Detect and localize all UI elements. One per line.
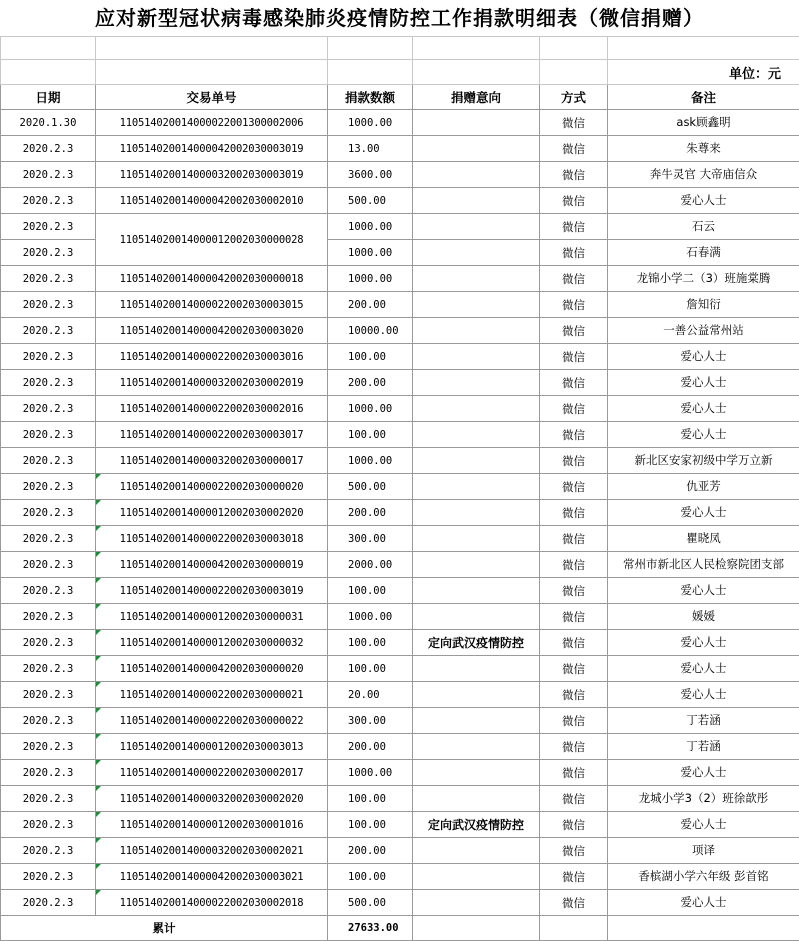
amount-cell: 1000.00	[328, 604, 413, 630]
header-amount: 捐款数额	[328, 85, 413, 110]
date-cell: 2020.2.3	[1, 318, 96, 344]
date-cell: 2020.2.3	[1, 422, 96, 448]
method-cell: 微信	[540, 266, 608, 292]
txn-cell: 110514020014000022002030000021	[96, 682, 328, 708]
method-cell: 微信	[540, 786, 608, 812]
txn-cell: 110514020014000022002030003015	[96, 292, 328, 318]
blank-cell	[96, 60, 328, 85]
table-row	[1, 786, 799, 812]
intent-cell	[413, 136, 540, 162]
intent-cell	[413, 240, 540, 266]
amount-cell: 100.00	[328, 656, 413, 682]
remark-cell: 爱心人士	[608, 656, 799, 682]
amount-cell: 500.00	[328, 474, 413, 500]
date-cell: 2020.2.3	[1, 864, 96, 890]
table-row	[1, 396, 799, 422]
remark-cell: 爱心人士	[608, 890, 799, 916]
txn-cell: 110514020014000042002030000019	[96, 552, 328, 578]
method-cell: 微信	[540, 526, 608, 552]
intent-cell	[413, 344, 540, 370]
amount-cell: 13.00	[328, 136, 413, 162]
date-cell: 2020.2.3	[1, 162, 96, 188]
method-cell: 微信	[540, 110, 608, 136]
intent-cell	[413, 734, 540, 760]
intent-cell	[413, 578, 540, 604]
date-cell: 2020.2.3	[1, 838, 96, 864]
total-amount: 27633.00	[328, 916, 413, 941]
txn-cell: 110514020014000042002030000020	[96, 656, 328, 682]
blank-row	[1, 37, 799, 60]
method-cell: 微信	[540, 344, 608, 370]
table-row	[1, 838, 799, 864]
method-cell: 微信	[540, 864, 608, 890]
date-cell: 2020.2.3	[1, 136, 96, 162]
blank-cell	[608, 916, 799, 941]
blank-cell	[328, 60, 413, 85]
date-cell: 2020.2.3	[1, 344, 96, 370]
method-cell: 微信	[540, 318, 608, 344]
remark-cell: ask顾鑫明	[608, 110, 799, 136]
date-cell: 2020.2.3	[1, 396, 96, 422]
txn-cell: 110514020014000042002030003021	[96, 864, 328, 890]
intent-cell	[413, 110, 540, 136]
remark-cell: 石云	[608, 214, 799, 240]
method-cell: 微信	[540, 214, 608, 240]
txn-cell: 110514020014000012002030002020	[96, 500, 328, 526]
amount-cell: 100.00	[328, 786, 413, 812]
txn-cell: 110514020014000022002030000022	[96, 708, 328, 734]
table-row	[1, 214, 799, 240]
table-row	[1, 578, 799, 604]
intent-cell	[413, 864, 540, 890]
txn-cell: 110514020014000012002030000032	[96, 630, 328, 656]
blank-cell	[328, 37, 413, 60]
txn-cell: 110514020014000012002030000028	[96, 214, 328, 266]
amount-cell: 1000.00	[328, 448, 413, 474]
amount-cell: 100.00	[328, 422, 413, 448]
total-row	[1, 916, 799, 941]
table-row	[1, 890, 799, 916]
txn-cell: 110514020014000012002030001016	[96, 812, 328, 838]
txn-cell: 110514020014000022002030002016	[96, 396, 328, 422]
amount-cell: 1000.00	[328, 240, 413, 266]
date-cell: 2020.2.3	[1, 214, 96, 240]
txn-cell: 110514020014000022002030003016	[96, 344, 328, 370]
intent-cell	[413, 708, 540, 734]
table-row	[1, 344, 799, 370]
intent-cell	[413, 552, 540, 578]
intent-cell	[413, 448, 540, 474]
amount-cell: 100.00	[328, 864, 413, 890]
txn-cell: 110514020014000042002030003020	[96, 318, 328, 344]
blank-cell	[1, 37, 96, 60]
table-row	[1, 682, 799, 708]
date-cell: 2020.2.3	[1, 552, 96, 578]
remark-cell: 新北区安家初级中学万立新	[608, 448, 799, 474]
date-cell: 2020.2.3	[1, 500, 96, 526]
intent-cell	[413, 786, 540, 812]
date-cell: 2020.2.3	[1, 786, 96, 812]
method-cell: 微信	[540, 162, 608, 188]
blank-cell	[413, 916, 540, 941]
method-cell: 微信	[540, 292, 608, 318]
remark-cell: 爱心人士	[608, 682, 799, 708]
date-cell: 2020.2.3	[1, 188, 96, 214]
remark-cell: 爱心人士	[608, 760, 799, 786]
date-cell: 2020.2.3	[1, 240, 96, 266]
date-cell: 2020.2.3	[1, 474, 96, 500]
txn-cell: 110514020014000042002030003019	[96, 136, 328, 162]
header-row	[1, 85, 799, 110]
method-cell: 微信	[540, 604, 608, 630]
blank-cell	[413, 37, 540, 60]
method-cell: 微信	[540, 760, 608, 786]
amount-cell: 100.00	[328, 578, 413, 604]
txn-cell: 110514020014000032002030002019	[96, 370, 328, 396]
intent-cell	[413, 292, 540, 318]
header-intent: 捐赠意向	[413, 85, 540, 110]
intent-cell	[413, 214, 540, 240]
remark-cell: 媛媛	[608, 604, 799, 630]
intent-cell	[413, 890, 540, 916]
table-row	[1, 136, 799, 162]
blank-cell	[413, 60, 540, 85]
amount-cell: 100.00	[328, 812, 413, 838]
txn-cell: 110514020014000042002030000018	[96, 266, 328, 292]
date-cell: 2020.2.3	[1, 708, 96, 734]
method-cell: 微信	[540, 370, 608, 396]
unit-row	[1, 60, 799, 85]
intent-cell	[413, 760, 540, 786]
table-row	[1, 812, 799, 838]
page-title: 应对新型冠状病毒感染肺炎疫情防控工作捐款明细表（微信捐赠）	[0, 0, 799, 36]
remark-cell: 爱心人士	[608, 630, 799, 656]
amount-cell: 300.00	[328, 526, 413, 552]
txn-cell: 110514020014000022002030000020	[96, 474, 328, 500]
table-row	[1, 266, 799, 292]
remark-cell: 丁若涵	[608, 734, 799, 760]
date-cell: 2020.2.3	[1, 812, 96, 838]
remark-cell: 丁若涵	[608, 708, 799, 734]
blank-cell	[540, 916, 608, 941]
unit-label: 单位：元	[608, 60, 799, 85]
intent-cell	[413, 526, 540, 552]
amount-cell: 200.00	[328, 292, 413, 318]
remark-cell: 爱心人士	[608, 500, 799, 526]
header-method: 方式	[540, 85, 608, 110]
total-label: 累计	[1, 916, 328, 941]
table-row	[1, 188, 799, 214]
table-row	[1, 552, 799, 578]
blank-cell	[540, 37, 608, 60]
date-cell: 2020.2.3	[1, 526, 96, 552]
date-cell: 2020.2.3	[1, 448, 96, 474]
remark-cell: 爱心人士	[608, 370, 799, 396]
intent-cell	[413, 266, 540, 292]
method-cell: 微信	[540, 838, 608, 864]
amount-cell: 200.00	[328, 838, 413, 864]
remark-cell: 爱心人士	[608, 422, 799, 448]
txn-cell: 110514020014000012002030003013	[96, 734, 328, 760]
amount-cell: 20.00	[328, 682, 413, 708]
table-row	[1, 708, 799, 734]
remark-cell: 项译	[608, 838, 799, 864]
intent-cell	[413, 604, 540, 630]
method-cell: 微信	[540, 630, 608, 656]
txn-cell: 110514020014000032002030002020	[96, 786, 328, 812]
intent-cell	[413, 162, 540, 188]
intent-cell	[413, 422, 540, 448]
method-cell: 微信	[540, 188, 608, 214]
table-row	[1, 604, 799, 630]
table-row	[1, 448, 799, 474]
table-row	[1, 630, 799, 656]
amount-cell: 100.00	[328, 630, 413, 656]
amount-cell: 3600.00	[328, 162, 413, 188]
txn-cell: 110514020014000012002030000031	[96, 604, 328, 630]
blank-cell	[96, 37, 328, 60]
amount-cell: 1000.00	[328, 266, 413, 292]
date-cell: 2020.2.3	[1, 890, 96, 916]
amount-cell: 1000.00	[328, 396, 413, 422]
table-row	[1, 318, 799, 344]
date-cell: 2020.2.3	[1, 734, 96, 760]
method-cell: 微信	[540, 474, 608, 500]
table-row	[1, 656, 799, 682]
txn-cell: 110514020014000022002030003017	[96, 422, 328, 448]
date-cell: 2020.2.3	[1, 266, 96, 292]
table-row	[1, 422, 799, 448]
table-row	[1, 760, 799, 786]
txn-cell: 110514020014000032002030003019	[96, 162, 328, 188]
remark-cell: 常州市新北区人民检察院团支部	[608, 552, 799, 578]
date-cell: 2020.2.3	[1, 292, 96, 318]
remark-cell: 朱尊来	[608, 136, 799, 162]
table-row	[1, 292, 799, 318]
date-cell: 2020.2.3	[1, 578, 96, 604]
intent-cell: 定向武汉疫情防控	[413, 630, 540, 656]
txn-cell: 110514020014000022002030003018	[96, 526, 328, 552]
table-row	[1, 734, 799, 760]
date-cell: 2020.2.3	[1, 682, 96, 708]
table-row	[1, 864, 799, 890]
blank-cell	[608, 37, 799, 60]
remark-cell: 奔牛灵官 大帝庙信众	[608, 162, 799, 188]
donation-table	[0, 36, 799, 941]
amount-cell: 1000.00	[328, 214, 413, 240]
table-row	[1, 474, 799, 500]
txn-cell: 110514020014000032002030000017	[96, 448, 328, 474]
intent-cell	[413, 188, 540, 214]
intent-cell	[413, 370, 540, 396]
intent-cell	[413, 474, 540, 500]
txn-cell: 110514020014000032002030002021	[96, 838, 328, 864]
method-cell: 微信	[540, 578, 608, 604]
txn-cell: 110514020014000022001300002006	[96, 110, 328, 136]
method-cell: 微信	[540, 552, 608, 578]
table-row	[1, 110, 799, 136]
amount-cell: 200.00	[328, 370, 413, 396]
amount-cell: 1000.00	[328, 110, 413, 136]
remark-cell: 石春满	[608, 240, 799, 266]
method-cell: 微信	[540, 240, 608, 266]
method-cell: 微信	[540, 890, 608, 916]
remark-cell: 一善公益常州站	[608, 318, 799, 344]
amount-cell: 200.00	[328, 734, 413, 760]
header-date: 日期	[1, 85, 96, 110]
intent-cell: 定向武汉疫情防控	[413, 812, 540, 838]
remark-cell: 仇亚芳	[608, 474, 799, 500]
intent-cell	[413, 318, 540, 344]
method-cell: 微信	[540, 682, 608, 708]
method-cell: 微信	[540, 500, 608, 526]
remark-cell: 爱心人士	[608, 188, 799, 214]
method-cell: 微信	[540, 422, 608, 448]
remark-cell: 爱心人士	[608, 396, 799, 422]
header-txn: 交易单号	[96, 85, 328, 110]
txn-cell: 110514020014000022002030003019	[96, 578, 328, 604]
method-cell: 微信	[540, 708, 608, 734]
date-cell: 2020.2.3	[1, 760, 96, 786]
table-row	[1, 500, 799, 526]
amount-cell: 1000.00	[328, 760, 413, 786]
txn-cell: 110514020014000042002030002010	[96, 188, 328, 214]
remark-cell: 瞿晓凤	[608, 526, 799, 552]
date-cell: 2020.1.30	[1, 110, 96, 136]
intent-cell	[413, 500, 540, 526]
amount-cell: 10000.00	[328, 318, 413, 344]
blank-cell	[1, 60, 96, 85]
table-row	[1, 370, 799, 396]
blank-cell	[540, 60, 608, 85]
remark-cell: 爱心人士	[608, 812, 799, 838]
amount-cell: 100.00	[328, 344, 413, 370]
intent-cell	[413, 682, 540, 708]
table-row	[1, 526, 799, 552]
txn-cell: 110514020014000022002030002017	[96, 760, 328, 786]
txn-cell: 110514020014000022002030002018	[96, 890, 328, 916]
date-cell: 2020.2.3	[1, 630, 96, 656]
date-cell: 2020.2.3	[1, 370, 96, 396]
remark-cell: 龙城小学3（2）班徐歆彤	[608, 786, 799, 812]
method-cell: 微信	[540, 396, 608, 422]
amount-cell: 200.00	[328, 500, 413, 526]
remark-cell: 爱心人士	[608, 578, 799, 604]
remark-cell: 龙锦小学二（3）班施棠腾	[608, 266, 799, 292]
date-cell: 2020.2.3	[1, 604, 96, 630]
method-cell: 微信	[540, 448, 608, 474]
date-cell: 2020.2.3	[1, 656, 96, 682]
method-cell: 微信	[540, 812, 608, 838]
method-cell: 微信	[540, 734, 608, 760]
remark-cell: 爱心人士	[608, 344, 799, 370]
amount-cell: 2000.00	[328, 552, 413, 578]
remark-cell: 香槟湖小学六年级 彭首铭	[608, 864, 799, 890]
intent-cell	[413, 396, 540, 422]
method-cell: 微信	[540, 656, 608, 682]
amount-cell: 300.00	[328, 708, 413, 734]
header-remark: 备注	[608, 85, 799, 110]
remark-cell: 詹知衍	[608, 292, 799, 318]
amount-cell: 500.00	[328, 890, 413, 916]
intent-cell	[413, 838, 540, 864]
amount-cell: 500.00	[328, 188, 413, 214]
method-cell: 微信	[540, 136, 608, 162]
table-row	[1, 162, 799, 188]
intent-cell	[413, 656, 540, 682]
